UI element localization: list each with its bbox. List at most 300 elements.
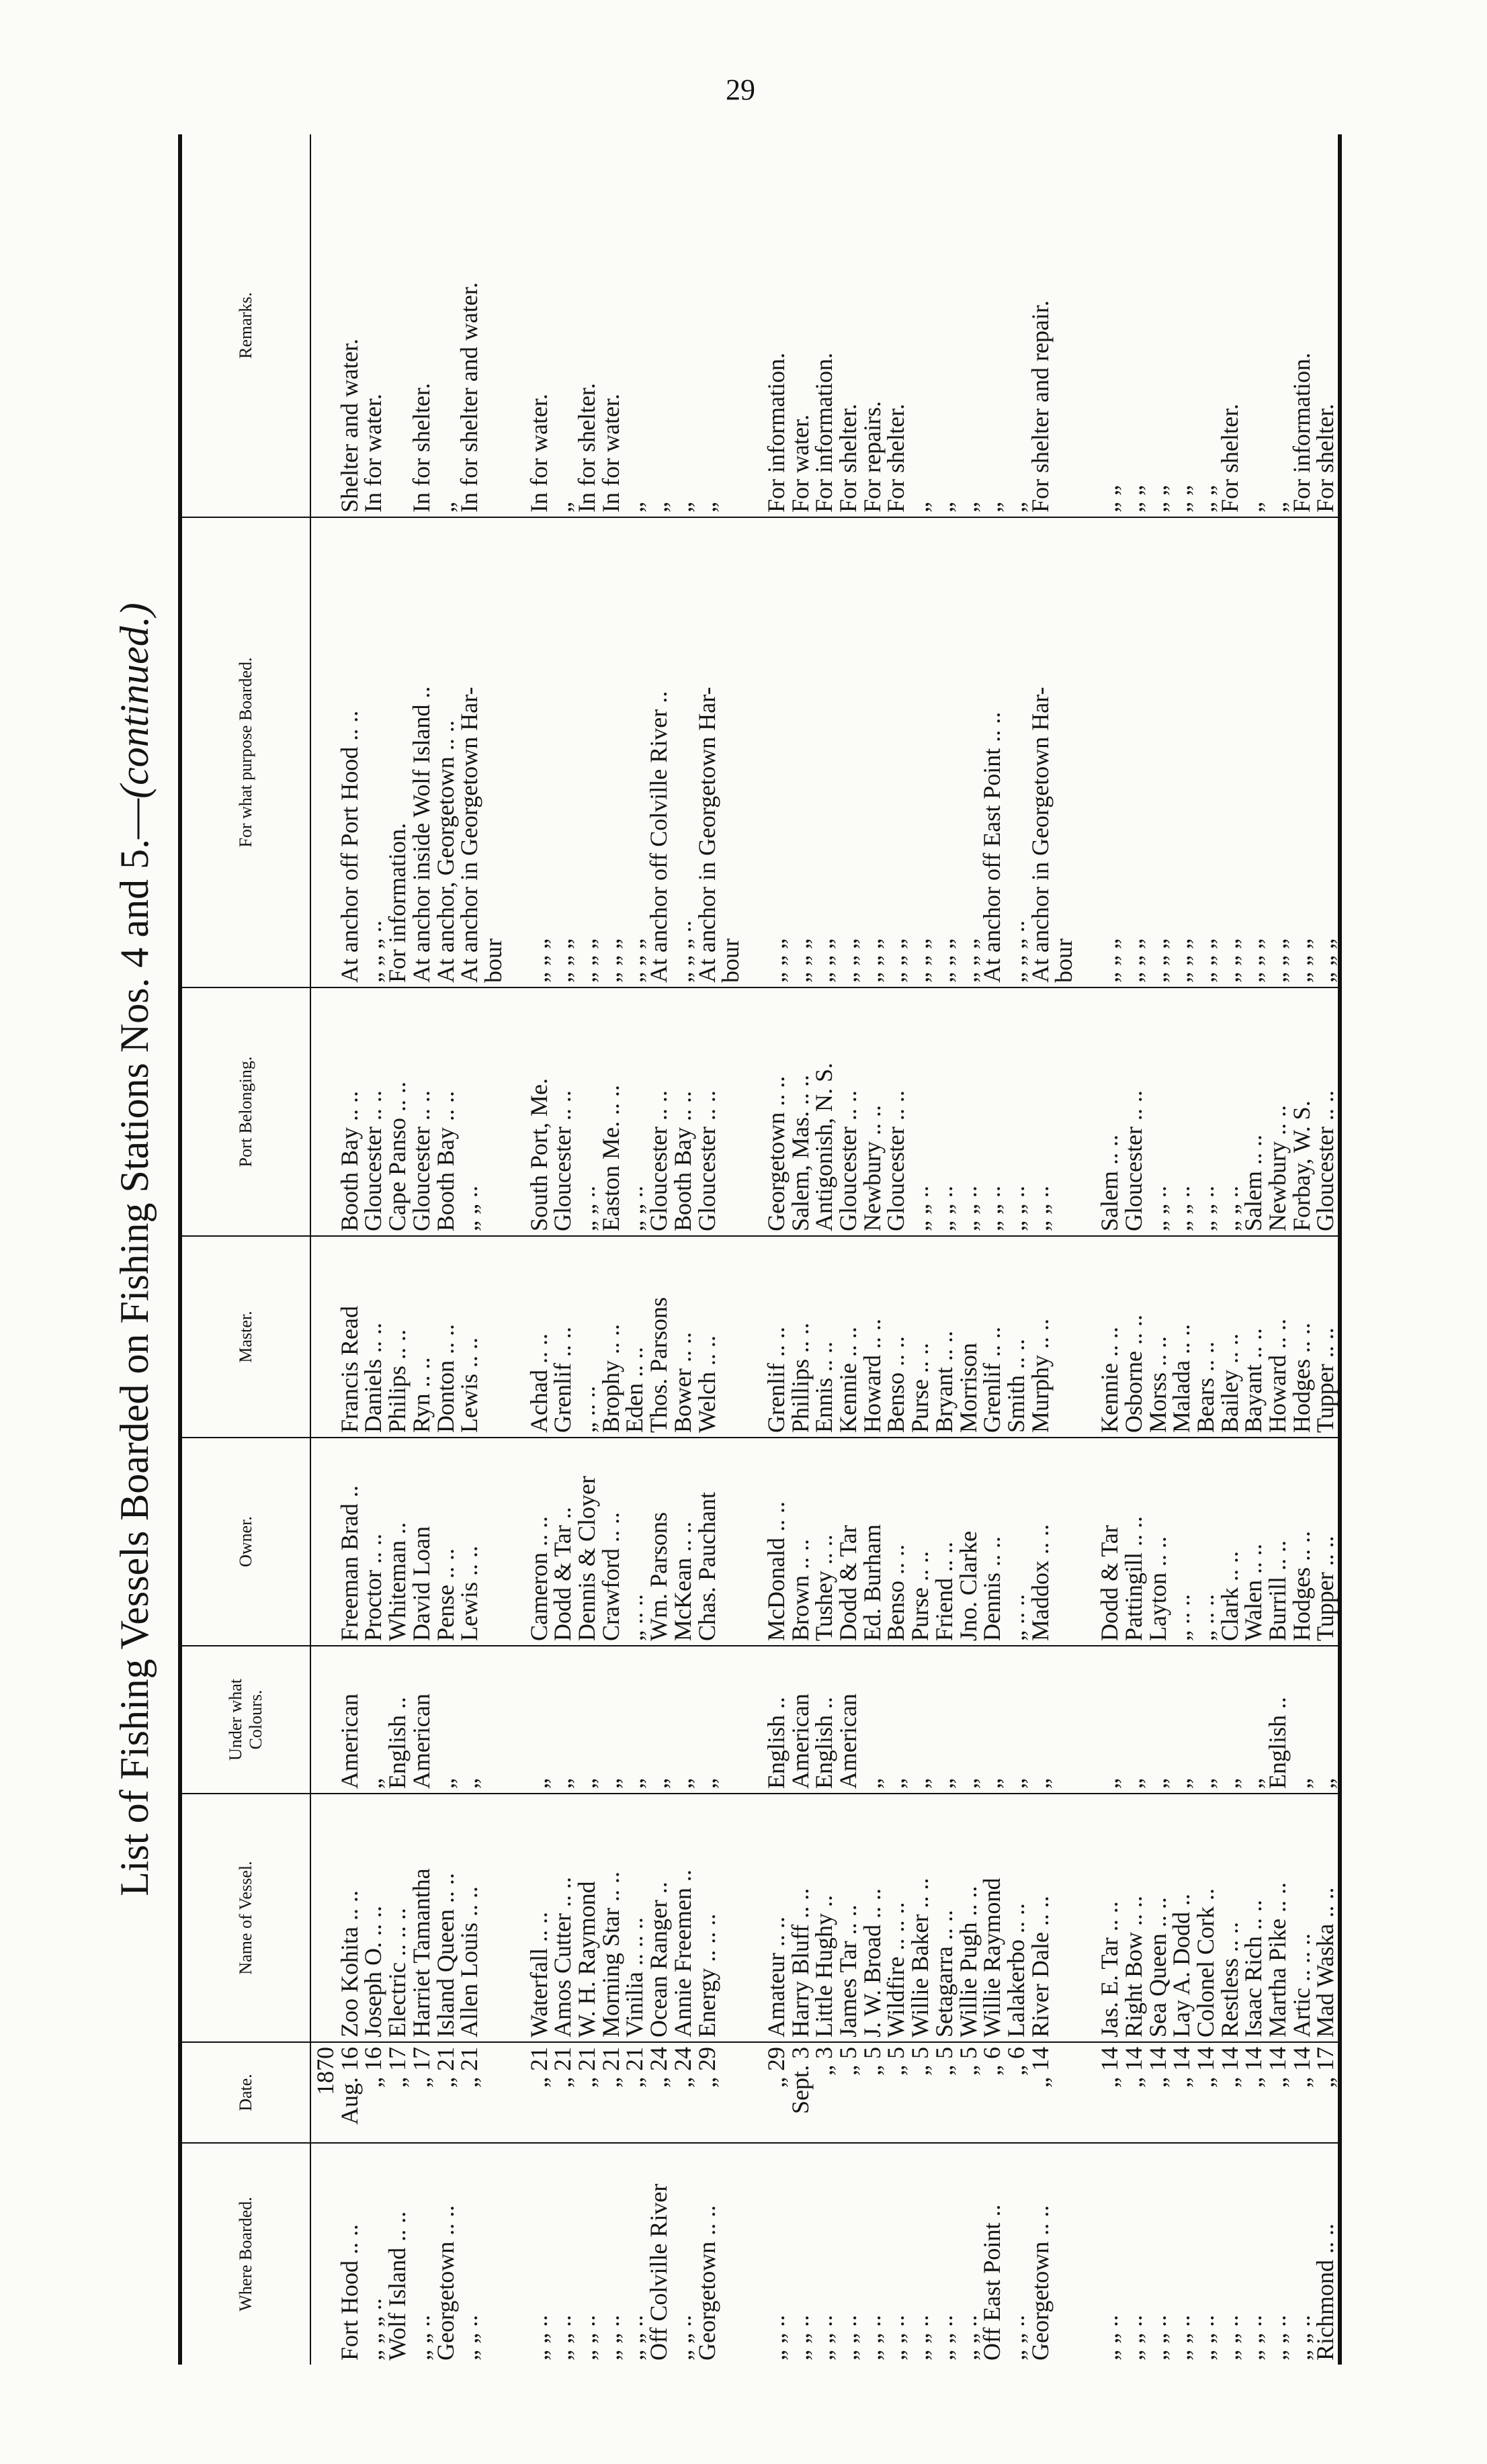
cell-date: „ 3 — [812, 2042, 837, 2143]
cell-colours: „ — [908, 1646, 933, 1794]
cell-purpose: At anchor inside Wolf Island .. — [410, 517, 434, 987]
cell-owner: Pattingill .. .. — [1122, 1438, 1146, 1646]
cell-port-belonging: Salem .. .. — [1098, 987, 1122, 1236]
cell-colours: „ — [1290, 1646, 1314, 1794]
cell-where-boarded: „ „ .. — [1096, 2315, 1123, 2361]
cell-vessel-name: Setagarra .. .. — [933, 1794, 957, 2042]
cell-date: 1870 — [310, 2042, 338, 2143]
cell-owner: Jno. Clarke — [957, 1438, 981, 1646]
title-suffix: (continued.) — [112, 603, 157, 799]
cell-colours: „ — [434, 1646, 458, 1794]
cell-port-belonging: South Port, Me. — [527, 987, 552, 1236]
cell-master: Ryn .. .. — [410, 1236, 434, 1438]
table-row — [861, 134, 885, 2365]
column-header-remarks: Remarks. — [180, 134, 310, 517]
cell-owner: Dennis & Cloyer — [575, 1438, 599, 1646]
cell-date: „ 5 — [908, 2042, 933, 2143]
table-row — [1242, 134, 1266, 2365]
cell-colours: American — [789, 1646, 813, 1794]
cell-owner: Ed. Burham — [861, 1438, 885, 1646]
cell-where-boarded: „ „ .. — [954, 2315, 982, 2361]
cell-date: „ 17 — [386, 2042, 410, 2143]
cell-purpose: At anchor off East Point .. .. — [980, 517, 1005, 987]
cell-date: „ 21 — [623, 2042, 647, 2143]
table-row — [789, 134, 813, 2365]
cell-purpose: „ „ „ — [957, 517, 981, 987]
cell-vessel-name: J. W. Broad .. .. — [861, 1794, 885, 2042]
cell-port-belonging: Booth Bay .. .. — [671, 987, 695, 1236]
cell-vessel-name: Harriet Tamantha — [410, 1794, 434, 2042]
table-row — [434, 134, 458, 2365]
cell-remarks: „ — [647, 134, 671, 517]
table-row — [1005, 134, 1029, 2365]
cell-date — [719, 2042, 743, 2143]
cell-master: Grenlif .. .. — [765, 1236, 789, 1438]
cell-port-belonging: Antigonish, N. S. — [812, 987, 837, 1236]
cell-master: Bayant .. .. — [1242, 1236, 1266, 1438]
cell-remarks: „ „ — [1098, 134, 1122, 517]
cell-colours — [1052, 1646, 1076, 1794]
cell-master: Bower .. .. — [671, 1236, 695, 1438]
cell-where-boarded: „ „ .. — [1287, 2315, 1315, 2361]
cell-master: Murphy .. .. — [1029, 1236, 1053, 1438]
cell-vessel-name: River Dale .. .. — [1029, 1794, 1053, 2042]
cell-remarks: For shelter. — [837, 134, 861, 517]
cell-vessel-name: Mad Waska .. .. — [1314, 1794, 1340, 2042]
table-row — [671, 134, 695, 2365]
cell-where-boarded: „ „ .. — [762, 2315, 790, 2361]
cell-date: „ 14 — [1146, 2042, 1171, 2143]
cell-where-boarded — [310, 2143, 338, 2365]
cell-owner: Dodd & Tar — [837, 1438, 861, 1646]
cell-date: „ 5 — [884, 2042, 908, 2143]
cell-purpose: „ „ „ — [1314, 517, 1340, 987]
cell-date: „ 14 — [1170, 2042, 1194, 2143]
cell-owner — [1052, 1438, 1076, 1646]
cell-port-belonging: Gloucester .. .. — [1122, 987, 1146, 1236]
cell-purpose: „ „ „ — [551, 517, 575, 987]
cell-master: Donton .. .. — [434, 1236, 458, 1438]
cell-date: „ 21 — [527, 2042, 552, 2143]
cell-owner: „ .. .. — [1170, 1438, 1194, 1646]
group-spacer-row — [506, 134, 527, 2365]
cell-remarks: For shelter. — [1314, 134, 1340, 517]
cell-purpose: „ „ „ — [1290, 517, 1314, 987]
page-number: 29 — [726, 73, 755, 106]
cell-master: Grenlif .. .. — [980, 1236, 1005, 1438]
cell-vessel-name: Artic .. .. .. — [1290, 1794, 1314, 2042]
cell-master: Bryant .. .. — [933, 1236, 957, 1438]
table-row — [1052, 134, 1076, 2365]
cell-remarks — [386, 134, 410, 517]
column-header-purpose: For what purpose Boarded. — [180, 517, 310, 987]
cell-remarks: „ — [434, 134, 458, 517]
cell-master — [310, 1236, 338, 1438]
table-row — [482, 134, 506, 2365]
cell-date: „ 14 — [1122, 2042, 1146, 2143]
cell-colours: English .. — [386, 1646, 410, 1794]
cell-purpose: At anchor off Port Hood .. .. — [338, 517, 362, 987]
cell-port-belonging: „ „ .. — [623, 987, 647, 1236]
cell-master: Bears .. .. — [1194, 1236, 1218, 1438]
cell-date: „ 14 — [1290, 2042, 1314, 2143]
cell-port-belonging — [482, 987, 506, 1236]
cell-where-boarded: „ „ .. — [810, 2315, 838, 2361]
cell-remarks: For information. — [1290, 134, 1314, 517]
cell-where-boarded: „ „ .. — [573, 2315, 601, 2361]
cell-where-boarded: „ „ .. — [669, 2315, 696, 2361]
cell-where-boarded: „ „ .. — [525, 2315, 552, 2361]
cell-remarks — [719, 134, 743, 517]
cell-owner: Tupper .. .. — [1314, 1438, 1340, 1646]
cell-colours: „ — [884, 1646, 908, 1794]
cell-date: „ 21 — [575, 2042, 599, 2143]
cell-remarks: For water. — [789, 134, 813, 517]
cell-colours: „ — [1029, 1646, 1053, 1794]
cell-port-belonging: Gloucester .. .. — [647, 987, 671, 1236]
cell-port-belonging: Salem .. .. — [1242, 987, 1266, 1236]
cell-where-boarded — [482, 2143, 506, 2365]
cell-port-belonging: Gloucester .. .. — [884, 987, 908, 1236]
cell-colours: „ — [861, 1646, 885, 1794]
cell-where-boarded: „ „ .. — [1240, 2315, 1267, 2361]
cell-master: Bailey .. .. — [1218, 1236, 1242, 1438]
cell-master: Francis Read — [338, 1236, 362, 1438]
cell-where-boarded: „ „ .. — [1264, 2315, 1291, 2361]
cell-remarks: „ — [980, 134, 1005, 517]
cell-vessel-name: Wildfire .. .. .. — [884, 1794, 908, 2042]
cell-remarks — [310, 134, 338, 517]
cell-purpose: „ „ „ — [575, 517, 599, 987]
cell-colours: „ — [933, 1646, 957, 1794]
vessels-table — [178, 134, 1342, 2365]
cell-date: „ 17 — [1314, 2042, 1340, 2143]
cell-owner: Lewis .. .. — [458, 1438, 482, 1646]
cell-remarks: In for water. — [362, 134, 386, 517]
table-row — [908, 134, 933, 2365]
cell-owner — [719, 1438, 743, 1646]
cell-port-belonging: Newbury .. .. — [1266, 987, 1290, 1236]
cell-vessel-name: Restless .. .. — [1218, 1794, 1242, 2042]
cell-port-belonging: Salem, Mas. .. .. — [789, 987, 813, 1236]
cell-vessel-name: Annie Freemen .. — [671, 1794, 695, 2042]
cell-port-belonging: „ „ .. — [980, 987, 1005, 1236]
cell-purpose: At anchor in Georgetown Har- — [695, 517, 720, 987]
table-row — [884, 134, 908, 2365]
table-row — [362, 134, 386, 2365]
cell-colours: „ — [551, 1646, 575, 1794]
cell-remarks: In for water. — [599, 134, 624, 517]
cell-owner: Proctor .. .. — [362, 1438, 386, 1646]
group-spacer-row — [743, 134, 765, 2365]
cell-colours: American — [338, 1646, 362, 1794]
cell-port-belonging: Booth Bay .. .. — [338, 987, 362, 1236]
cell-where-boarded: „ „ .. — [882, 2315, 910, 2361]
cell-purpose: „ „ „ — [1170, 517, 1194, 987]
table-row — [386, 134, 410, 2365]
cell-vessel-name: Willie Raymond — [980, 1794, 1005, 2042]
cell-owner: Chas. Pauchant — [695, 1438, 720, 1646]
cell-date: „ 6 — [1005, 2042, 1029, 2143]
cell-date: „ 21 — [551, 2042, 575, 2143]
cell-remarks: For shelter and repair. — [1029, 134, 1053, 517]
cell-owner: „ .. .. — [1005, 1438, 1029, 1646]
cell-colours: „ — [1242, 1646, 1266, 1794]
cell-master: Kennie .. .. — [1098, 1236, 1122, 1438]
cell-where-boarded: „ „ .. — [906, 2315, 934, 2361]
cell-master: Hodges .. .. — [1290, 1236, 1314, 1438]
cell-master: „ .. .. — [575, 1236, 599, 1438]
cell-master: Achad .. .. — [527, 1236, 552, 1438]
cell-master: Thos. Parsons — [647, 1236, 671, 1438]
cell-remarks: „ „ — [1194, 134, 1218, 517]
cell-purpose: „ „ „ — [623, 517, 647, 987]
cell-purpose: „ „ „ — [933, 517, 957, 987]
table-row — [527, 134, 552, 2365]
cell-remarks: „ — [671, 134, 695, 517]
table-row — [1146, 134, 1171, 2365]
column-header-date: Date. — [180, 2042, 310, 2143]
cell-owner: Whiteman .. — [386, 1438, 410, 1646]
column-header-vessel-name: Name of Vessel. — [180, 1794, 310, 2042]
cell-colours: „ — [1170, 1646, 1194, 1794]
cell-where-boarded: Off Colville River — [645, 2183, 673, 2361]
cell-master: Osborne .. .. — [1122, 1236, 1146, 1438]
table-row — [1170, 134, 1194, 2365]
cell-where-boarded: „ „ .. — [786, 2315, 814, 2361]
table-row — [719, 134, 743, 2365]
cell-purpose: „ „ „ .. — [1005, 517, 1029, 987]
cell-owner: „ .. .. — [1194, 1438, 1218, 1646]
cell-purpose: „ „ „ — [1098, 517, 1122, 987]
cell-colours — [719, 1646, 743, 1794]
cell-owner: Benso .. .. — [884, 1438, 908, 1646]
cell-date: „ 24 — [647, 2042, 671, 2143]
cell-owner: Dennis .. .. — [980, 1438, 1005, 1646]
cell-date: „ 5 — [837, 2042, 861, 2143]
cell-colours: „ — [1122, 1646, 1146, 1794]
cell-master — [719, 1236, 743, 1438]
cell-where-boarded: Richmond .. .. — [1314, 2143, 1340, 2365]
cell-where-boarded: Fort Hood .. .. — [335, 2224, 363, 2361]
cell-where-boarded — [719, 2143, 743, 2365]
cell-date: „ 14 — [1098, 2042, 1122, 2143]
cell-master — [1052, 1236, 1076, 1438]
cell-date: „ 5 — [861, 2042, 885, 2143]
cell-port-belonging: Booth Bay .. .. — [434, 987, 458, 1236]
cell-purpose: „ „ „ — [837, 517, 861, 987]
cell-where-boarded: „ „ .. — [456, 2315, 483, 2361]
table-row — [837, 134, 861, 2365]
cell-owner — [482, 1438, 506, 1646]
cell-colours: „ — [1098, 1646, 1122, 1794]
table-body — [310, 134, 1340, 2365]
cell-remarks: „ — [551, 134, 575, 517]
cell-vessel-name: Right Bow .. .. — [1122, 1794, 1146, 2042]
cell-port-belonging: Gloucester .. .. — [551, 987, 575, 1236]
cell-owner: Walen .. .. — [1242, 1438, 1266, 1646]
cell-colours: English .. — [765, 1646, 789, 1794]
cell-owner: Burrill .. .. — [1266, 1438, 1290, 1646]
cell-date: „ 6 — [980, 2042, 1005, 2143]
cell-remarks: „ — [1242, 134, 1266, 517]
cell-vessel-name: Jas. E. Tar .. .. — [1098, 1794, 1122, 2042]
cell-where-boarded: Georgetown .. .. — [693, 2205, 720, 2361]
cell-colours: „ — [1314, 1646, 1340, 1794]
cell-master: Phillips .. .. — [789, 1236, 813, 1438]
cell-colours: „ — [1146, 1646, 1171, 1794]
cell-master: Brophy .. .. — [599, 1236, 624, 1438]
cell-vessel-name: Lalakerbo .. .. — [1005, 1794, 1029, 2042]
table-row — [1218, 134, 1242, 2365]
cell-port-belonging: Gloucester .. .. — [837, 987, 861, 1236]
cell-port-belonging: Georgetown .. .. — [765, 987, 789, 1236]
cell-port-belonging: „ „ .. — [1029, 987, 1053, 1236]
cell-owner: Pense .. .. — [434, 1438, 458, 1646]
cell-vessel-name: Energy .. .. .. — [695, 1794, 720, 2042]
cell-date: Sept. 3 — [789, 2042, 813, 2143]
cell-port-belonging: „ „ .. — [458, 987, 482, 1236]
cell-remarks: „ — [695, 134, 720, 517]
cell-purpose: „ „ „ — [765, 517, 789, 987]
cell-purpose: At anchor in Georgetown Har- — [458, 517, 482, 987]
cell-date: „ 14 — [1194, 2042, 1218, 2143]
cell-vessel-name: Electric .. .. .. — [386, 1794, 410, 2042]
cell-owner: Layton .. .. — [1146, 1438, 1171, 1646]
cell-vessel-name: Willie Pugh .. .. — [957, 1794, 981, 2042]
cell-purpose: „ „ „ — [1218, 517, 1242, 987]
cell-colours: „ — [1194, 1646, 1218, 1794]
column-header-owner: Owner. — [180, 1438, 310, 1646]
cell-vessel-name: Lay A. Dodd .. — [1170, 1794, 1194, 2042]
cell-remarks: For shelter. — [884, 134, 908, 517]
cell-master: Malada .. .. — [1170, 1236, 1194, 1438]
cell-purpose: „ „ „ — [527, 517, 552, 987]
cell-owner: Clark .. .. — [1218, 1438, 1242, 1646]
cell-owner: McKean .. .. — [671, 1438, 695, 1646]
cell-colours: „ — [623, 1646, 647, 1794]
cell-date: „ 14 — [1266, 2042, 1290, 2143]
cell-port-belonging: „ „ .. — [1170, 987, 1194, 1236]
cell-date: „ 16 — [362, 2042, 386, 2143]
table-row — [695, 134, 720, 2365]
cell-port-belonging: Newbury .. .. — [861, 987, 885, 1236]
cell-owner: Tushey .. .. — [812, 1438, 837, 1646]
cell-port-belonging: „ „ .. — [1146, 987, 1171, 1236]
cell-master: Ennis .. .. — [812, 1236, 837, 1438]
cell-colours: English .. — [812, 1646, 837, 1794]
table-row — [623, 134, 647, 2365]
table-row — [957, 134, 981, 2365]
table-row — [338, 134, 362, 2365]
cell-master: Howard .. .. — [1266, 1236, 1290, 1438]
cell-colours: „ — [458, 1646, 482, 1794]
table-row — [1194, 134, 1218, 2365]
cell-port-belonging: „ „ .. — [957, 987, 981, 1236]
cell-date: „ 5 — [957, 2042, 981, 2143]
cell-vessel-name: James Tar .. .. — [837, 1794, 861, 2042]
cell-port-belonging: „ „ .. — [1218, 987, 1242, 1236]
cell-date: „ 14 — [1242, 2042, 1266, 2143]
cell-vessel-name — [482, 1794, 506, 2042]
column-header-where-boarded: Where Boarded. — [180, 2143, 310, 2365]
cell-colours: „ — [1218, 1646, 1242, 1794]
cell-purpose: „ „ „ — [599, 517, 624, 987]
cell-remarks: In for shelter and water. — [458, 134, 482, 517]
cell-colours: „ — [957, 1646, 981, 1794]
cell-owner: Maddox .. .. — [1029, 1438, 1053, 1646]
cell-vessel-name: Ocean Ranger .. — [647, 1794, 671, 2042]
cell-owner — [310, 1438, 338, 1646]
cell-purpose: „ „ „ — [789, 517, 813, 987]
cell-remarks: „ „ — [1146, 134, 1171, 517]
cell-port-belonging: Gloucester .. .. — [410, 987, 434, 1236]
cell-vessel-name: Sea Queen .. .. — [1146, 1794, 1171, 2042]
cell-remarks — [1052, 134, 1076, 517]
cell-vessel-name — [310, 1794, 338, 2042]
cell-port-belonging: Gloucester .. .. — [1314, 987, 1340, 1236]
cell-date: „ 24 — [671, 2042, 695, 2143]
cell-remarks: „ — [1266, 134, 1290, 517]
cell-where-boarded: „ „ .. — [1216, 2315, 1243, 2361]
cell-owner: Freeman Brad .. — [338, 1438, 362, 1646]
cell-remarks — [482, 134, 506, 517]
cell-purpose — [310, 517, 338, 987]
cell-remarks: „ — [1005, 134, 1029, 517]
cell-date — [1052, 2042, 1076, 2143]
table-row — [980, 134, 1005, 2365]
cell-where-boarded: „ „ .. — [930, 2315, 958, 2361]
cell-remarks: „ — [933, 134, 957, 517]
cell-colours: „ — [671, 1646, 695, 1794]
cell-where-boarded: „ „ .. — [597, 2315, 624, 2361]
cell-owner: McDonald .. .. — [765, 1438, 789, 1646]
table-row — [410, 134, 434, 2365]
table-row — [1098, 134, 1122, 2365]
table-title — [111, 161, 158, 2338]
cell-port-belonging: Cape Panso .. .. — [386, 987, 410, 1236]
table-row — [1290, 134, 1314, 2365]
cell-remarks: In for shelter. — [575, 134, 599, 517]
cell-vessel-name: Harry Bluff .. .. — [789, 1794, 813, 2042]
cell-purpose: „ „ „ — [861, 517, 885, 987]
cell-colours — [310, 1646, 338, 1794]
cell-port-belonging — [1052, 987, 1076, 1236]
cell-where-boarded: „ „ .. — [858, 2315, 886, 2361]
cell-vessel-name: Isaac Rich .. .. — [1242, 1794, 1266, 2042]
cell-date: „ 29 — [765, 2042, 789, 2143]
cell-remarks: In for water. — [527, 134, 552, 517]
cell-vessel-name: Colonel Cork .. — [1194, 1794, 1218, 2042]
table-row — [1029, 134, 1053, 2365]
cell-vessel-name: Zoo Kohita .. .. — [338, 1794, 362, 2042]
cell-owner: David Loan — [410, 1438, 434, 1646]
cell-where-boarded: Georgetown .. .. — [431, 2205, 459, 2361]
cell-colours: „ — [647, 1646, 671, 1794]
cell-date: „ 29 — [695, 2042, 720, 2143]
cell-vessel-name: Waterfall .. .. — [527, 1794, 552, 2042]
cell-purpose: „ „ „ — [1266, 517, 1290, 987]
cell-colours: „ — [575, 1646, 599, 1794]
cell-where-boarded: Georgetown .. .. — [1026, 2205, 1054, 2361]
table-row — [599, 134, 624, 2365]
group-spacer-row — [1076, 134, 1098, 2365]
cell-master: Grenlif .. .. — [551, 1236, 575, 1438]
cell-port-belonging: Gloucester .. .. — [695, 987, 720, 1236]
cell-port-belonging: „ „ .. — [575, 987, 599, 1236]
cell-owner: Wm. Parsons — [647, 1438, 671, 1646]
cell-where-boarded: „ „ .. — [1191, 2315, 1219, 2361]
